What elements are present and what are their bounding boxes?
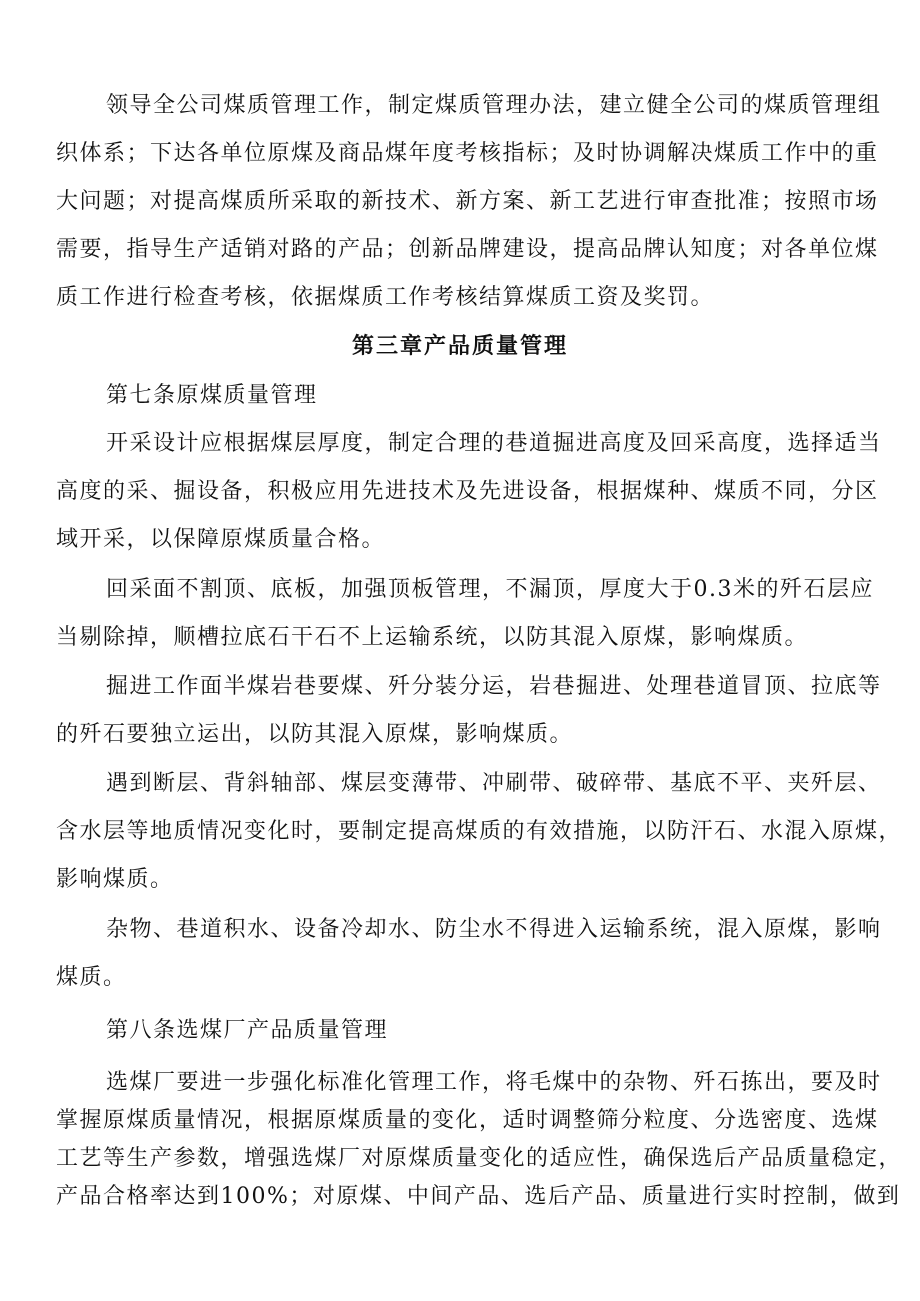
text-line: 掌握原煤质量情况，根据原煤质量的变化，适时调整筛分粒度、分选密度、选煤 [56,1108,879,1133]
text-line: 织体系；下达各单位原煤及商品煤年度考核指标；及时协调解决煤质工作中的重 [56,141,879,166]
paragraph-geology-changes [56,760,903,904]
text-line: 当剔除掉，顺槽拉底石干石不上运输系统，以防其混入原煤，影响煤质。 [56,625,809,650]
text-line: 选煤厂要进一步强化标准化管理工作，将毛煤中的杂物、歼石拣出，要及时 [106,1070,882,1095]
article-7-title: 第七条原煤质量管理 [106,383,318,408]
text-line: 杂物、巷道积水、设备冷却水、防尘水不得进入运输系统，混入原煤，影响 [106,917,882,942]
paragraph-water-debris [56,906,882,1002]
text-line: 影响煤质。 [56,867,174,892]
text-line: 煤质。 [56,965,127,990]
article-8-title: 第八条选煤厂产品质量管理 [106,1018,389,1043]
text-line: 遇到断层、背斜轴部、煤层变薄带、冲刷带、破碎带、基底不平、夹歼层、 [106,771,882,796]
text-line: 大问题；对提高煤质所采取的新技术、新方案、新工艺进行审查批准；按照市场 [56,189,879,214]
text-line: 工艺等生产参数，增强选煤厂对原煤质量变化的适应性，确保选后产品质量稳定， [56,1146,903,1171]
text-line: 含水层等地质情况变化时，要制定提高煤质的有效措施，以防汗石、水混入原煤， [56,819,903,844]
text-line: 域开采，以保障原煤质量合格。 [56,527,386,552]
text-line: 的歼石要独立运出，以防其混入原煤，影响煤质。 [56,722,574,747]
text-line: 开采设计应根据煤层厚度，制定合理的巷道掘进高度及回采高度，选择适当 [106,431,882,456]
text-line: 高度的采、掘设备，积极应用先进技术及先进设备，根据煤种、煤质不同，分区 [56,479,879,504]
paragraph-mining-design [56,420,882,564]
text-line: 领导全公司煤质管理工作，制定煤质管理办法，建立健全公司的煤质管理组 [106,93,882,118]
paragraph-heading-face [56,663,882,759]
text-line: 产品合格率达到100%；对原煤、中间产品、选后产品、质量进行实时控制，做到 [56,1184,901,1209]
paragraph-roof-management [56,566,874,662]
chapter-heading: 第三章产品质量管理 [351,334,568,359]
text-line: 回采面不割顶、底板，加强顶板管理，不漏顶，厚度大于0.3米的歼石层应 [106,577,874,602]
text-line: 质工作进行检查考核，依据煤质工作考核结算煤质工资及奖罚。 [56,285,715,310]
paragraph-coal-quality-duties [56,82,882,322]
text-line: 需要，指导生产适销对路的产品；创新品牌建设，提高品牌认知度；对各单位煤 [56,237,879,262]
text-line: 掘进工作面半煤岩巷要煤、歼分装分运，岩巷掘进、处理巷道冒顶、拉底等 [106,674,882,699]
paragraph-preparation-plant [56,1064,903,1216]
